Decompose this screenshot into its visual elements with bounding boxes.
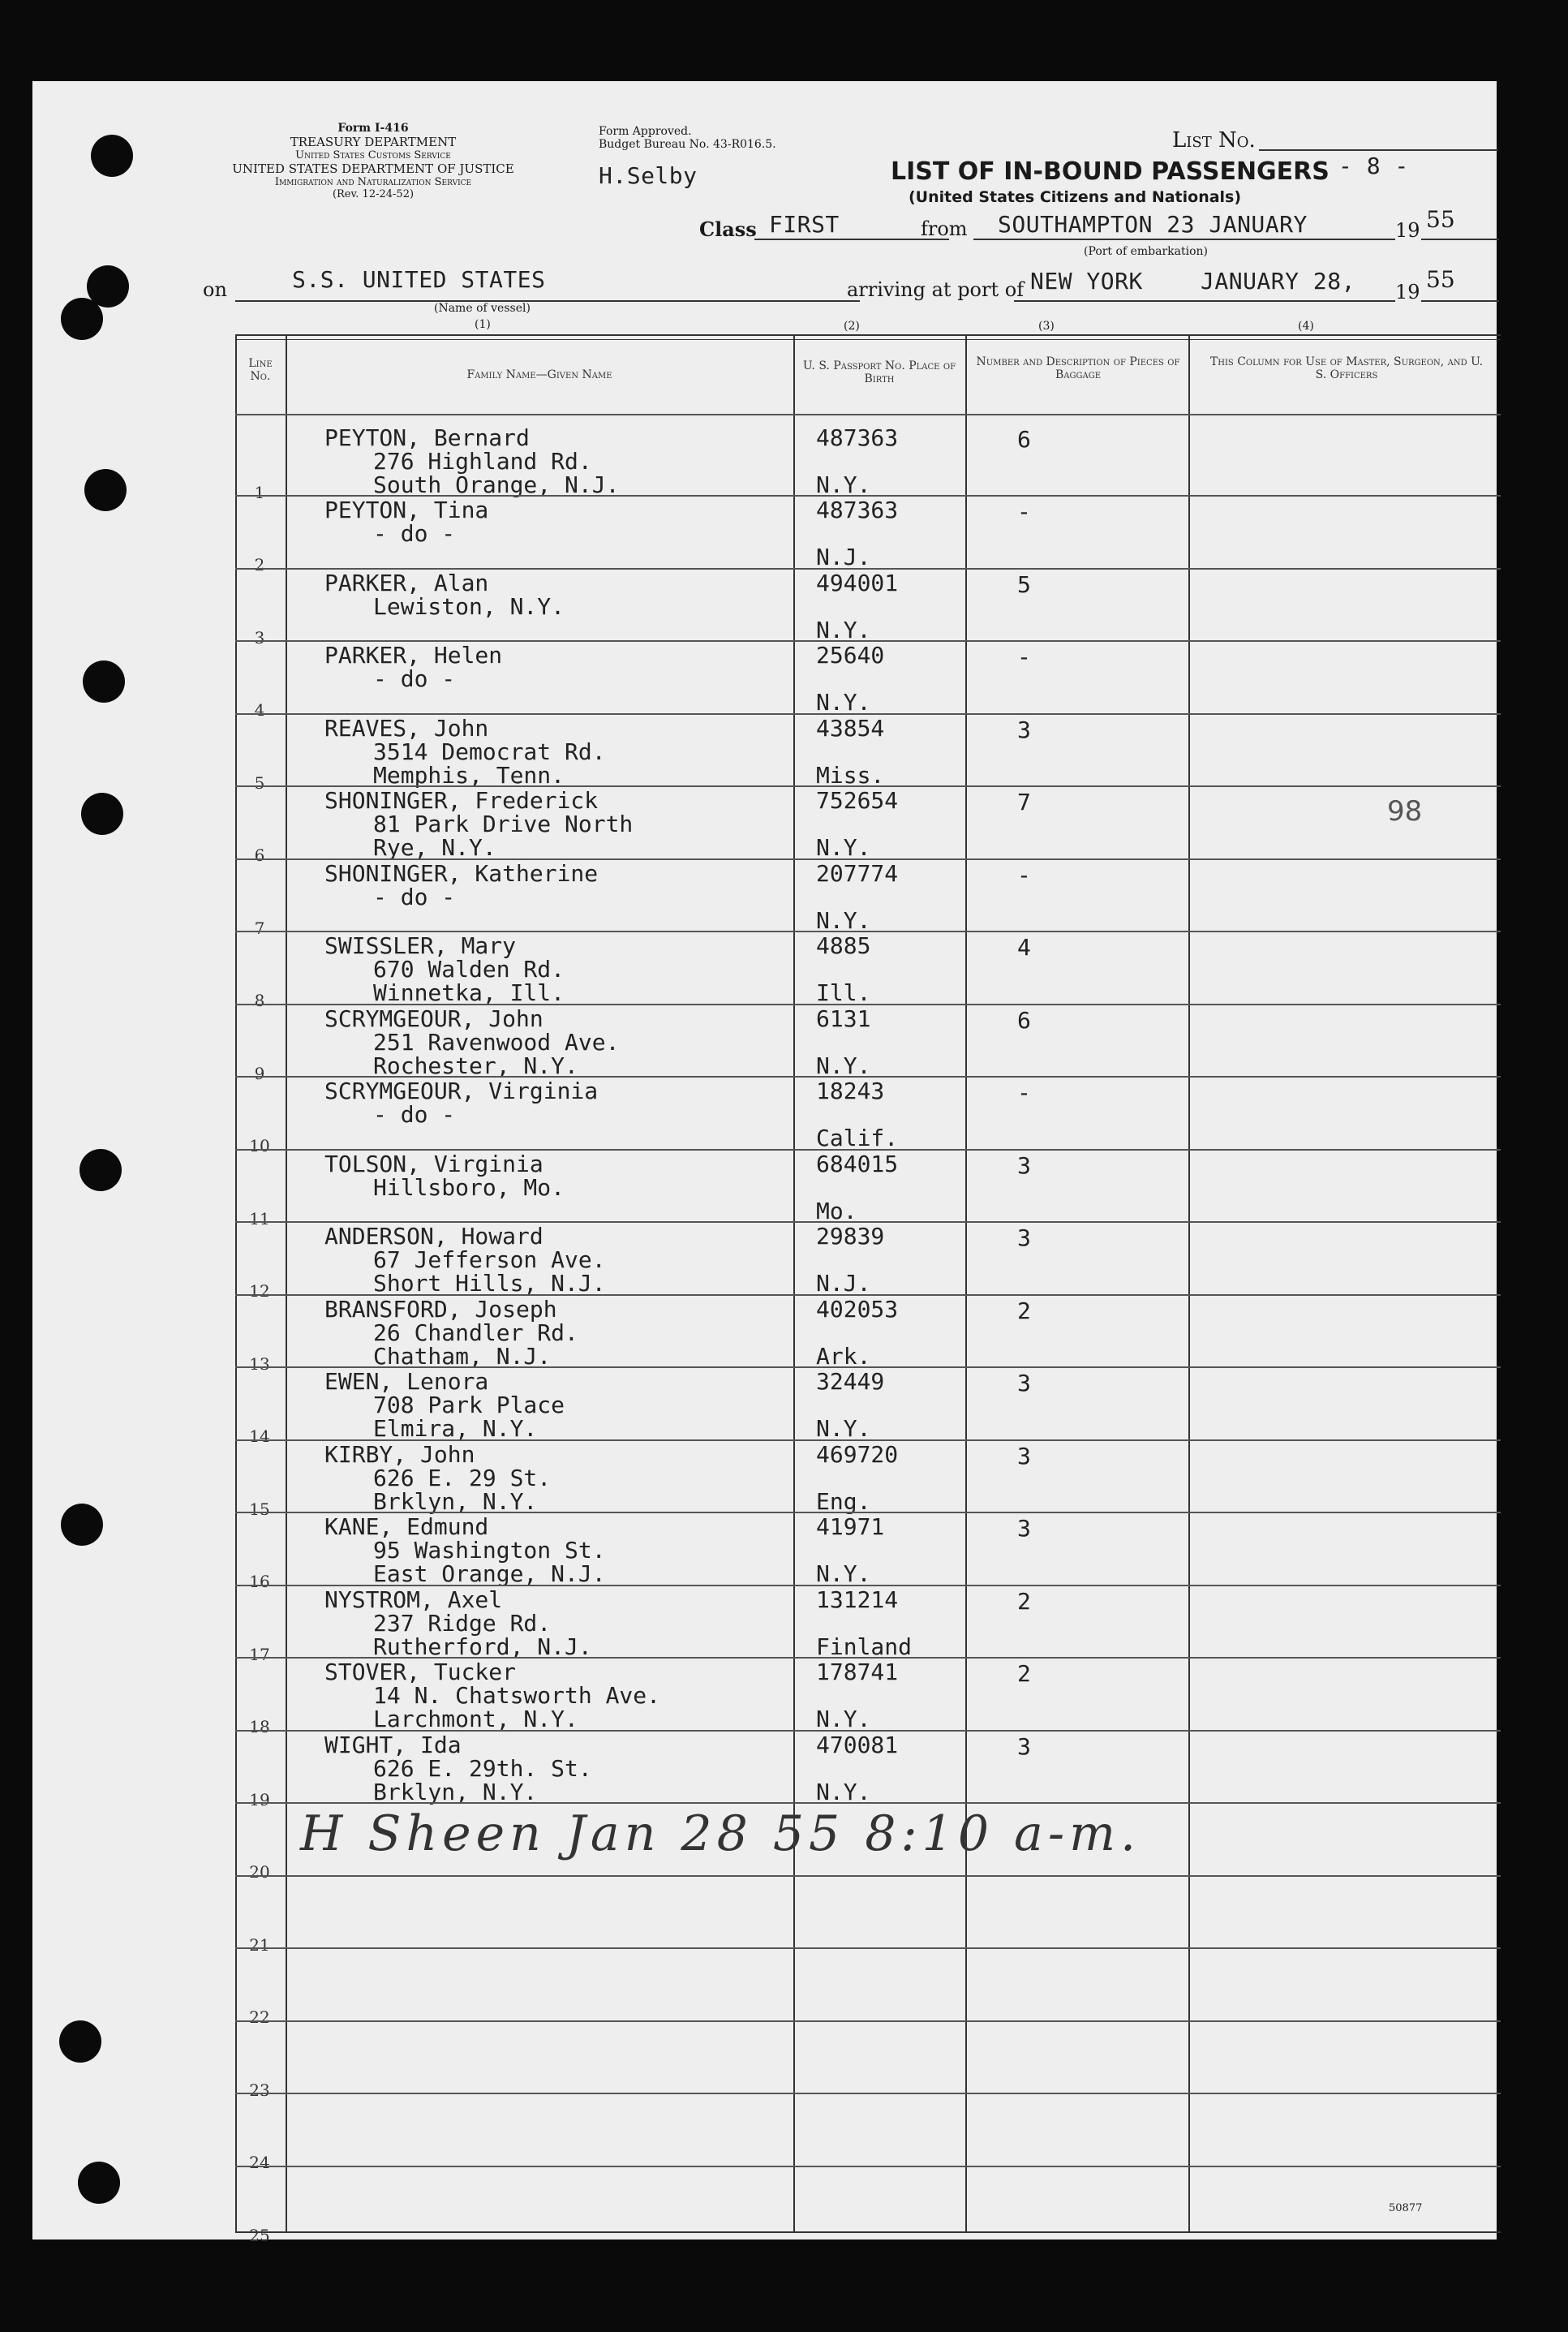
handwritten-note: H Sheen Jan 28 55 8:10 a-m. [300,1805,1141,1862]
row-divider [235,1947,1501,1949]
port-embarkation-caption: (Port of embarkation) [1084,245,1208,258]
line-number: 12 [249,1281,270,1301]
revision-date: (Rev. 12-24-52) [332,188,415,200]
baggage-count: 3 [1017,1370,1031,1396]
baggage-count: 2 [1017,1588,1031,1615]
passenger-entry [324,862,598,909]
form-header-left [187,122,560,200]
passenger-address: Brklyn, N.Y. [373,1779,538,1805]
on-label: on [203,278,227,301]
passenger-entry [324,643,502,691]
passport-cell [816,1152,898,1223]
passport-number: 487363 [816,497,899,523]
line-number: 17 [249,1645,270,1664]
passenger-entry [324,1515,606,1586]
passenger-address: Rutherford, N.J. [373,1633,592,1660]
line-number: 18 [249,1717,270,1736]
list-number-label: List No. [1172,128,1256,153]
line-number: 3 [254,628,265,648]
class-label: Class [699,217,757,241]
year-value: 55 [1426,206,1455,233]
passport-cell [816,934,870,1005]
passenger-address: Memphis, Tenn. [373,762,565,789]
passenger-address: Winnetka, Ill. [373,979,565,1006]
passenger-entry [324,1297,578,1368]
footer-code: 50877 [1389,2202,1423,2214]
passport-number: 41971 [816,1513,885,1540]
line-number: 9 [254,1064,265,1083]
punch-hole [78,2162,120,2204]
passenger-name: PEYTON, Tina [324,497,489,523]
passenger-address: 276 Highland Rd. [373,448,592,475]
baggage-count: - [1017,643,1031,670]
passenger-address: Brklyn, N.Y. [373,1488,538,1515]
line-number: 10 [249,1136,270,1155]
baggage-count: 3 [1017,1152,1031,1179]
passenger-entry [324,426,619,497]
passenger-entry [324,498,488,545]
header-name: Family Name—Given Name [466,368,612,381]
passenger-entry [324,1733,592,1804]
passenger-name: SWISSLER, Mary [324,932,517,959]
embarkation-port: SOUTHAMPTON 23 JANUARY [998,211,1308,238]
passenger-address: - do - [373,665,456,692]
row-divider [235,1802,1501,1804]
passenger-entry [324,571,565,618]
line-number: 7 [254,919,265,938]
line-number: 25 [249,2226,270,2245]
line-number: 23 [249,2080,270,2100]
passenger-address: 95 Washington St. [373,1537,606,1564]
arrival-year-prefix: 19 [1395,281,1420,303]
passenger-name: SCRYMGEOUR, John [324,1005,543,1032]
passenger-address: Elmira, N.Y. [373,1415,538,1442]
passenger-entry [324,1660,660,1731]
punch-hole [83,660,125,703]
passport-cell [816,789,898,859]
budget-bureau: Budget Bureau No. 43-R016.5. [599,138,776,151]
passport-number: 43854 [816,715,885,742]
baggage-count: 3 [1017,716,1031,743]
passenger-address: 251 Ravenwood Ave. [373,1029,620,1056]
col-2-marker: (2) [844,320,860,333]
passport-number: 178741 [816,1659,899,1685]
place-of-birth: N.Y. [816,1052,871,1079]
passenger-name: SCRYMGEOUR, Virginia [324,1078,599,1104]
baggage-count: 4 [1017,934,1031,961]
line-number: 11 [249,1209,270,1228]
justice-dept: UNITED STATES DEPARTMENT OF JUSTICE [232,161,514,176]
punch-hole [84,469,127,511]
baggage-count: 6 [1017,426,1031,453]
place-of-birth: Ark. [816,1343,871,1370]
passenger-address: Hillsboro, Mo. [373,1174,565,1201]
baggage-count: 3 [1017,1515,1031,1542]
passenger-name: KIRBY, John [324,1441,475,1468]
passport-cell [816,1079,898,1150]
passenger-address: 67 Jefferson Ave. [373,1246,606,1273]
line-number: 21 [249,1935,270,1955]
passenger-name: PARKER, Alan [324,570,489,596]
passenger-address: Chatham, N.J. [373,1343,552,1370]
passport-cell [816,1224,884,1295]
line-number: 1 [254,483,265,502]
place-of-birth: Eng. [816,1488,871,1515]
passport-cell [816,1297,898,1368]
place-of-birth: N.Y. [816,907,871,934]
punch-hole [81,793,123,835]
passenger-entry [324,1370,565,1440]
baggage-count: - [1017,1079,1031,1106]
passenger-entry [324,716,606,787]
passport-number: 487363 [816,424,899,451]
passenger-name: STOVER, Tucker [324,1659,517,1685]
place-of-birth: N.Y. [816,689,871,716]
passenger-name: SHONINGER, Katherine [324,860,599,887]
passenger-address: - do - [373,884,456,910]
place-of-birth: N.Y. [816,617,871,643]
line-number: 6 [254,845,265,865]
arriving-label: arriving at port of [847,278,1025,301]
passport-cell [816,1515,884,1586]
baggage-count: 2 [1017,1297,1031,1324]
passport-number: 207774 [816,860,899,887]
manifest-page [32,81,1497,2245]
passport-number: 752654 [816,787,899,814]
passport-number: 131214 [816,1586,899,1613]
manifest-subtitle: (United States Citizens and Nationals) [909,188,1242,206]
passenger-name: WIGHT, Ida [324,1732,462,1758]
place-of-birth: Finland [816,1633,913,1660]
place-of-birth: Ill. [816,979,871,1006]
passenger-address: 626 E. 29th. St. [373,1755,592,1782]
line-number: 8 [254,991,265,1010]
line-number: 14 [249,1426,270,1446]
place-of-birth: N.Y. [816,1415,871,1442]
passport-number: 29839 [816,1223,885,1250]
passport-cell [816,643,884,714]
passenger-name: KANE, Edmund [324,1513,489,1540]
line-number: 4 [254,700,265,720]
row-divider [235,2093,1501,2094]
line-number: 24 [249,2153,270,2172]
vessel-name: S.S. UNITED STATES [292,266,546,293]
passport-cell [816,716,884,787]
passenger-entry [324,1152,565,1199]
passenger-address: South Orange, N.J. [373,471,620,498]
passport-cell [816,1660,898,1731]
passport-cell [816,426,898,497]
baggage-count: 3 [1017,1733,1031,1760]
passenger-entry [324,789,633,859]
col-1-marker: (1) [475,318,491,331]
passenger-entry [324,1007,619,1078]
passport-number: 6131 [816,1005,871,1032]
form-number: Form I-416 [337,122,409,135]
passenger-name: TOLSON, Virginia [324,1151,543,1177]
agent-name: H.Selby [599,162,698,189]
header-officers: This Column for Use of Master, Surgeon, and U. S. Officers [1209,355,1484,381]
row-divider [235,2020,1501,2022]
arrival-year-value: 55 [1426,266,1455,293]
passenger-address: 14 N. Chatsworth Ave. [373,1682,661,1709]
punch-hole [61,1504,103,1546]
punch-hole [59,2020,101,2063]
baggage-count: 7 [1017,789,1031,815]
baggage-count: 3 [1017,1224,1031,1251]
passenger-name: PEYTON, Bernard [324,424,530,451]
passenger-name: NYSTROM, Axel [324,1586,503,1613]
header-line-no: Line No. [248,357,273,383]
punch-hole [91,135,133,177]
passenger-address: - do - [373,1101,456,1128]
passenger-address: 3514 Democrat Rd. [373,738,606,765]
arrival-port: NEW YORK [1030,268,1143,295]
passenger-address: Rochester, N.Y. [373,1052,578,1079]
place-of-birth: N.Y. [816,1560,871,1587]
punch-hole [61,298,103,340]
passport-number: 494001 [816,570,899,596]
place-of-birth: Miss. [816,762,885,789]
passenger-address: 708 Park Place [373,1392,565,1418]
passport-number: 4885 [816,932,871,959]
place-of-birth: N.Y. [816,1706,871,1732]
passenger-entry [324,1588,592,1659]
passenger-address: Short Hills, N.J. [373,1270,606,1297]
manifest-title: LIST OF IN-BOUND PASSENGERS [891,157,1330,186]
baggage-count: 6 [1017,1007,1031,1034]
passport-number: 32449 [816,1368,885,1395]
passenger-entry [324,1443,551,1513]
vessel-caption: (Name of vessel) [434,302,531,315]
passenger-name: REAVES, John [324,715,489,742]
passenger-address: - do - [373,520,456,547]
passenger-address: Larchmont, N.Y. [373,1706,578,1732]
row-divider [235,1875,1501,1877]
passenger-address: 81 Park Drive North [373,811,634,837]
passenger-name: PARKER, Helen [324,642,503,669]
passport-number: 470081 [816,1732,899,1758]
col-4-marker: (4) [1298,320,1314,333]
baggage-count: 2 [1017,1660,1031,1687]
baggage-count: - [1017,498,1031,525]
place-of-birth: N.Y. [816,834,871,861]
header-baggage: Number and Description of Pieces of Baggage [976,355,1180,381]
passport-number: 25640 [816,642,885,669]
baggage-count: - [1017,862,1031,888]
line-number: 19 [249,1790,270,1809]
passenger-address: 237 Ridge Rd. [373,1610,552,1637]
ins-service: Immigration and Naturalization Service [274,176,472,188]
passport-number: 684015 [816,1151,899,1177]
passport-number: 402053 [816,1296,899,1323]
list-number: - 8 - [1338,153,1409,179]
year-prefix: 19 [1395,219,1420,242]
arrival-date: JANUARY 28, [1201,268,1355,295]
passport-cell [816,1733,898,1804]
header-passport: U. S. Passport No. Place of Birth [802,359,956,385]
passenger-address: 26 Chandler Rd. [373,1319,578,1346]
line-number: 15 [249,1499,270,1519]
passport-cell [816,1370,884,1440]
baggage-count: 3 [1017,1443,1031,1469]
passenger-address: 670 Walden Rd. [373,956,565,983]
passenger-entry [324,934,565,1005]
place-of-birth: Calif. [816,1125,899,1151]
passport-number: 469720 [816,1441,899,1468]
row-divider [235,2166,1501,2167]
passenger-name: EWEN, Lenora [324,1368,489,1395]
customs-service: United States Customs Service [295,149,451,161]
passport-cell [816,1443,898,1513]
passenger-address: Lewiston, N.Y. [373,593,565,620]
place-of-birth: N.Y. [816,471,871,498]
passport-cell [816,1588,912,1659]
row-divider [235,414,1501,415]
line-number: 2 [254,555,265,574]
line-number: 16 [249,1572,270,1591]
form-approved: Form Approved. [599,125,692,138]
passenger-entry [324,1079,598,1126]
passport-cell [816,1007,870,1078]
class-value: FIRST [769,211,840,238]
place-of-birth: N.Y. [816,1779,871,1805]
from-label: from [921,217,968,240]
place-of-birth: Mo. [816,1198,857,1224]
passenger-address: Rye, N.Y. [373,834,496,861]
passenger-entry [324,1224,606,1295]
line-number: 20 [249,1862,270,1882]
line-number: 22 [249,2007,270,2027]
passenger-name: BRANSFORD, Joseph [324,1296,557,1323]
treasury-dept: TREASURY DEPARTMENT [290,135,457,149]
passenger-address: East Orange, N.J. [373,1560,606,1587]
passport-number: 18243 [816,1078,885,1104]
line-number: 13 [249,1354,270,1374]
col-3-marker: (3) [1038,320,1055,333]
baggage-count: 5 [1017,571,1031,598]
passport-cell [816,498,898,569]
passport-cell [816,862,898,932]
place-of-birth: N.J. [816,1270,871,1297]
officer-note: 98 [1387,795,1423,828]
place-of-birth: N.J. [816,544,871,570]
passenger-address: 626 E. 29 St. [373,1465,552,1491]
passport-cell [816,571,898,642]
punch-hole [79,1149,122,1191]
passenger-name: ANDERSON, Howard [324,1223,543,1250]
passenger-name: SHONINGER, Frederick [324,787,599,814]
line-number: 5 [254,773,265,793]
